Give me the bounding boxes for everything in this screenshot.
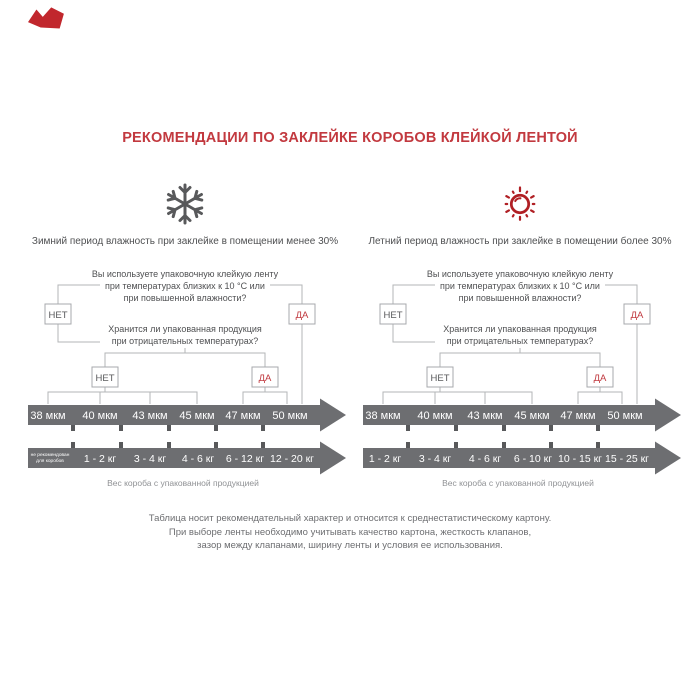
weight-label: 4 - 6 кг <box>468 453 502 465</box>
snowflake-icon <box>163 182 207 226</box>
weight-axis-caption: Вес короба с упакованной продукцией <box>107 478 259 488</box>
weight-scale-arrow <box>28 442 346 475</box>
question-2-line: Хранится ли упакованная продукция <box>443 324 597 334</box>
question-1-line: при температурах близких к 10 °C или <box>440 281 600 291</box>
weight-label: 6 - 10 кг <box>513 453 553 465</box>
micron-label: 43 мкм <box>132 410 168 422</box>
weight-label: 15 - 25 кг <box>604 453 650 465</box>
winter-caption: Зимний период влажность при заклейке в помещении менее 30% <box>31 236 339 247</box>
weight-scale-arrow <box>363 442 681 475</box>
question-1-line: Вы используете упаковочную клейкую ленту <box>426 269 614 279</box>
yes-label: ДА <box>593 373 607 384</box>
scale-ticks <box>71 425 265 431</box>
weight-label: 10 - 15 кг <box>557 453 603 465</box>
question-2-line: Хранится ли упакованная продукция <box>108 324 262 334</box>
summer-flowchart <box>355 258 685 498</box>
scale-ticks <box>406 425 600 431</box>
winter-panel <box>20 180 350 500</box>
weight-axis-caption: Вес короба с упакованной продукцией <box>442 478 594 488</box>
micron-label: 47 мкм <box>225 410 261 422</box>
no-label: НЕТ <box>95 373 115 384</box>
question-1-line: Вы используете упаковочную клейкую ленту <box>91 269 279 279</box>
micron-label: 40 мкм <box>82 410 118 422</box>
weight-label: 4 - 6 кг <box>181 453 215 465</box>
summer-caption: Летний период влажность при заклейке в помещении более 30% <box>368 236 672 247</box>
micron-scale-arrow <box>363 399 681 432</box>
question-2-line: при отрицательных температурах? <box>111 336 259 346</box>
weight-label: 6 - 12 кг <box>225 453 265 465</box>
weight-label: 3 - 4 кг <box>133 453 167 465</box>
scale-ticks <box>406 442 600 448</box>
micron-label: 43 мкм <box>467 410 503 422</box>
weight-label: 1 - 2 кг <box>368 453 402 465</box>
question-1-line: при повышенной влажности? <box>458 293 582 303</box>
weight-note-line: для коробов <box>36 459 64 464</box>
yes-label: ДА <box>258 373 272 384</box>
micron-label: 38 мкм <box>30 410 66 422</box>
no-label: НЕТ <box>48 310 68 321</box>
weight-label: 3 - 4 кг <box>418 453 452 465</box>
micron-scale-arrow <box>28 399 346 432</box>
micron-label: 50 мкм <box>607 410 643 422</box>
footer-line: При выборе ленты необходимо учитывать качество картона, жесткость клапанов, <box>168 526 532 538</box>
micron-label: 45 мкм <box>514 410 550 422</box>
yes-label: ДА <box>630 310 644 321</box>
sun-icon <box>498 182 542 226</box>
no-label: НЕТ <box>383 310 403 321</box>
question-2-line: при отрицательных температурах? <box>446 336 594 346</box>
micron-label: 40 мкм <box>417 410 453 422</box>
scale-ticks <box>71 442 265 448</box>
footer-note <box>0 512 700 553</box>
question-1-line: при температурах близких к 10 °C или <box>105 281 265 291</box>
weight-label: 12 - 20 кг <box>269 453 315 465</box>
micron-label: 45 мкм <box>179 410 215 422</box>
yes-label: ДА <box>295 310 309 321</box>
no-label: НЕТ <box>430 373 450 384</box>
footer-line: Таблица носит рекомендательный характер и относится к среднестатистическому картону. <box>148 513 552 524</box>
weight-label: 1 - 2 кг <box>83 453 117 465</box>
page-title: РЕКОМЕНДАЦИИ ПО ЗАКЛЕЙКЕ КОРОБОВ КЛЕЙКОЙ ЛЕНТОЙ <box>122 130 578 146</box>
micron-label: 50 мкм <box>272 410 308 422</box>
summer-panel <box>355 180 685 500</box>
brand-logo-icon <box>28 7 66 31</box>
footer-line: зазор между клапанами, ширину ленты и условия ее использования. <box>197 540 503 551</box>
micron-label: 38 мкм <box>365 410 401 422</box>
question-1-line: при повышенной влажности? <box>123 293 247 303</box>
winter-flowchart <box>20 258 350 498</box>
micron-label: 47 мкм <box>560 410 596 422</box>
weight-note-line: не рекомендован <box>30 453 70 458</box>
